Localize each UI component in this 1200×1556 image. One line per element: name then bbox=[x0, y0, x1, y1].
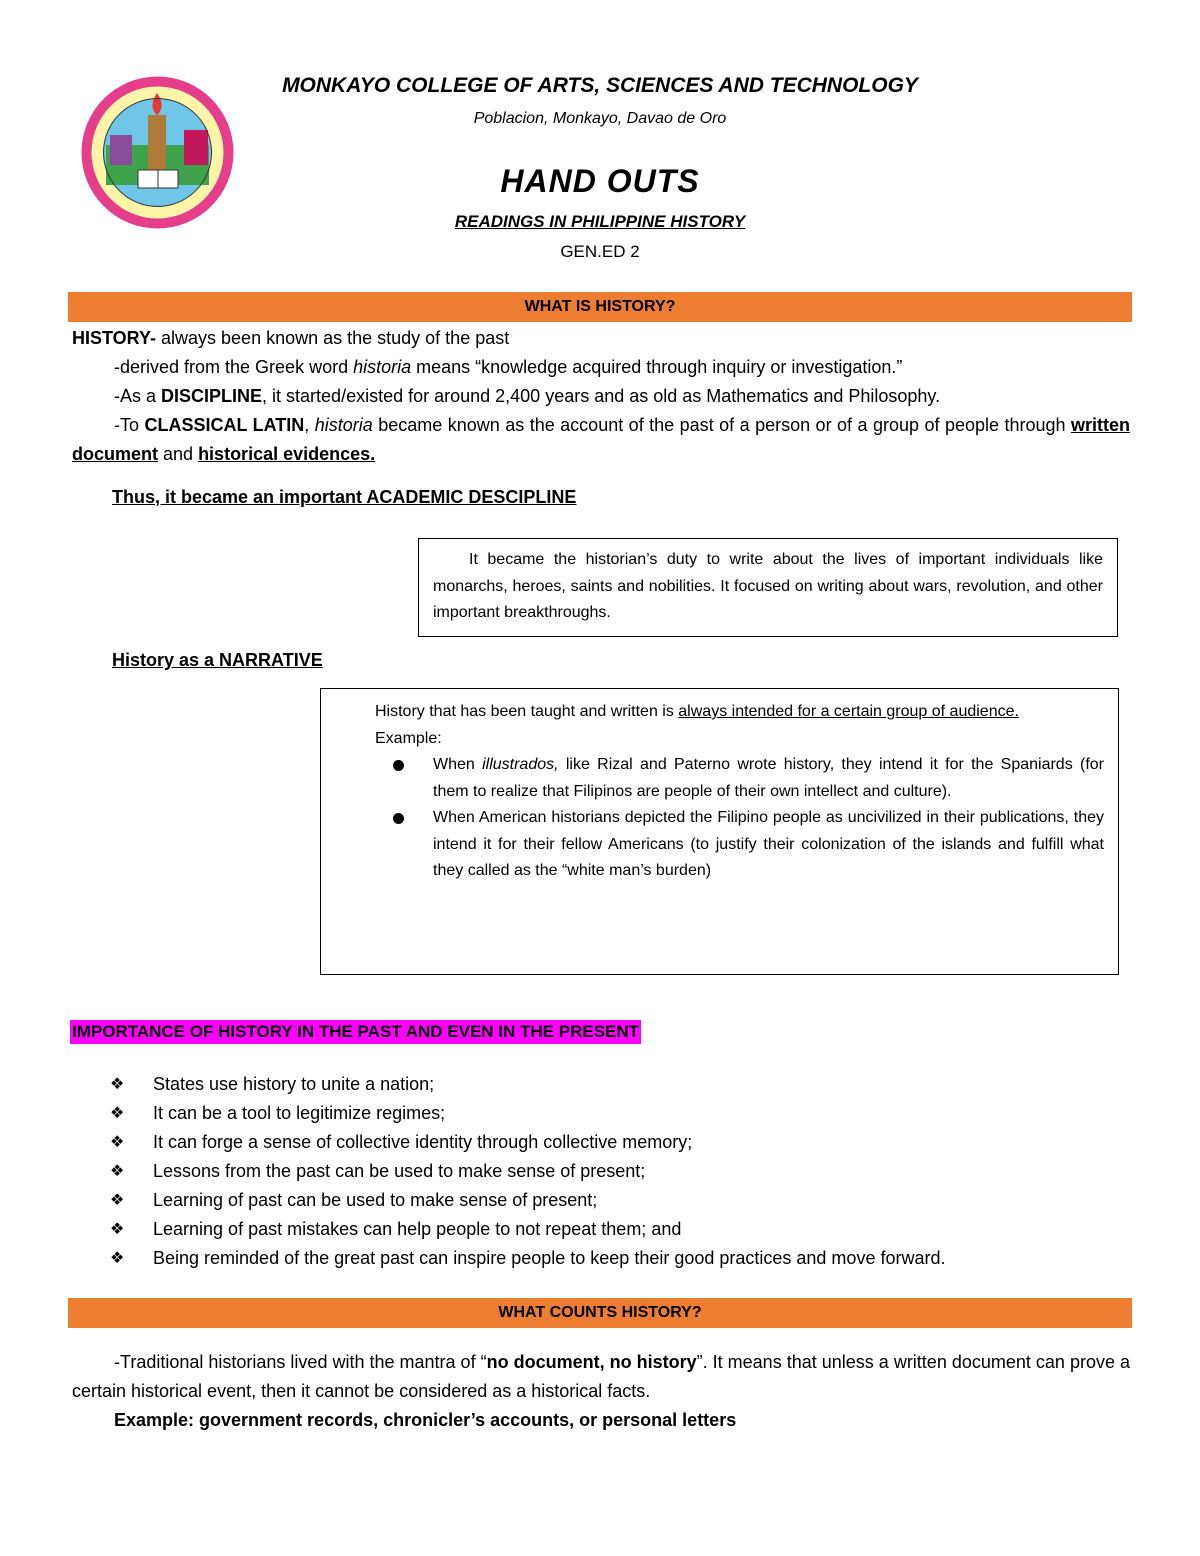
list-item: ❖ States use history to unite a nation; bbox=[110, 1070, 945, 1099]
subject-title: READINGS IN PHILIPPINE HISTORY bbox=[454, 212, 746, 231]
narrative-example-label: Example: bbox=[375, 729, 442, 747]
narrative-box bbox=[320, 688, 1119, 975]
importance-list bbox=[110, 1070, 945, 1273]
definition-line: HISTORY- always been known as the study of the past bbox=[72, 328, 510, 348]
diamond-bullet-icon: ❖ bbox=[110, 1163, 125, 1180]
narrative-heading: History as a NARRATIVE bbox=[112, 650, 323, 670]
diamond-bullet-icon: ❖ bbox=[110, 1105, 125, 1122]
institution-name: MONKAYO COLLEGE OF ARTS, SCIENCES AND TECHNOLOGY bbox=[282, 74, 918, 97]
section-heading-what-counts-history: WHAT COUNTS HISTORY? bbox=[68, 1298, 1132, 1328]
list-item: ❖ Learning of past mistakes can help people to not repeat them; and bbox=[110, 1215, 945, 1244]
classical-latin-line: -To CLASSICAL LATIN, historia became known as the account of the past of a person or of a group of people through written document and historical evidences. bbox=[72, 415, 1130, 464]
list-item: ❖ It can forge a sense of collective identity through collective memory; bbox=[110, 1128, 945, 1157]
academic-discipline-heading: Thus, it became an important ACADEMIC DESCIPLINE bbox=[112, 487, 577, 507]
document-examples: Example: government records, chronicler’s accounts, or personal letters bbox=[114, 1410, 737, 1430]
narrative-bullet-1: When illustrados, like Rizal and Paterno wrote history, they intend it for the Spaniards (for them to realize that Filipinos are people of their own intellect and culture). bbox=[335, 752, 1104, 805]
academic-box-text: It became the historian’s duty to write about the lives of important individuals like monarchs, heroes, saints and nobilities. It focused on writing about wars, revolution, and other important breakthroughs. bbox=[433, 551, 1103, 621]
greek-origin-line: -derived from the Greek word historia means “knowledge acquired through inquiry or investigation.” bbox=[114, 357, 903, 377]
list-item: ❖ Learning of past can be used to make sense of present; bbox=[110, 1186, 945, 1215]
importance-heading: IMPORTANCE OF HISTORY IN THE PAST AND EVEN IN THE PRESENT bbox=[70, 1020, 641, 1044]
history-definition bbox=[72, 324, 1130, 469]
document-title: HAND OUTS bbox=[500, 163, 700, 199]
discipline-line: -As a DISCIPLINE, it started/existed for around 2,400 years and as old as Mathematics and Philosophy. bbox=[114, 386, 941, 406]
institution-address: Poblacion, Monkayo, Davao de Oro bbox=[473, 110, 727, 127]
narrative-intro: History that has been taught and written is always intended for a certain group of audience. bbox=[375, 703, 1019, 720]
diamond-bullet-icon: ❖ bbox=[110, 1221, 125, 1238]
section-heading-what-is-history: WHAT IS HISTORY? bbox=[68, 292, 1132, 322]
diamond-bullet-icon: ❖ bbox=[110, 1076, 125, 1093]
college-seal-logo bbox=[80, 75, 235, 230]
bullet-dot-icon bbox=[393, 813, 404, 824]
what-counts-paragraph bbox=[72, 1348, 1130, 1435]
list-item: ❖ It can be a tool to legitimize regimes; bbox=[110, 1099, 945, 1128]
course-code: GEN.ED 2 bbox=[560, 242, 640, 261]
diamond-bullet-icon: ❖ bbox=[110, 1134, 125, 1151]
bullet-dot-icon bbox=[393, 760, 404, 771]
list-item: ❖ Lessons from the past can be used to make sense of present; bbox=[110, 1157, 945, 1186]
definition-term: HISTORY- bbox=[72, 328, 157, 348]
narrative-bullet-2: When American historians depicted the Filipino people as uncivilized in their publications, they intend it for their fellow Americans (to justify their colonization of the islands and fulfill what they called as the “white man’s burden) bbox=[335, 805, 1104, 885]
diamond-bullet-icon: ❖ bbox=[110, 1250, 125, 1267]
list-item: ❖ Being reminded of the great past can inspire people to keep their good practices and move forward. bbox=[110, 1244, 945, 1273]
diamond-bullet-icon: ❖ bbox=[110, 1192, 125, 1209]
academic-discipline-box bbox=[418, 538, 1118, 637]
mantra-text: -Traditional historians lived with the mantra of “no document, no history”. It means that unless a written document can prove a certain historical event, then it cannot be considered as a historical facts. bbox=[72, 1352, 1130, 1401]
